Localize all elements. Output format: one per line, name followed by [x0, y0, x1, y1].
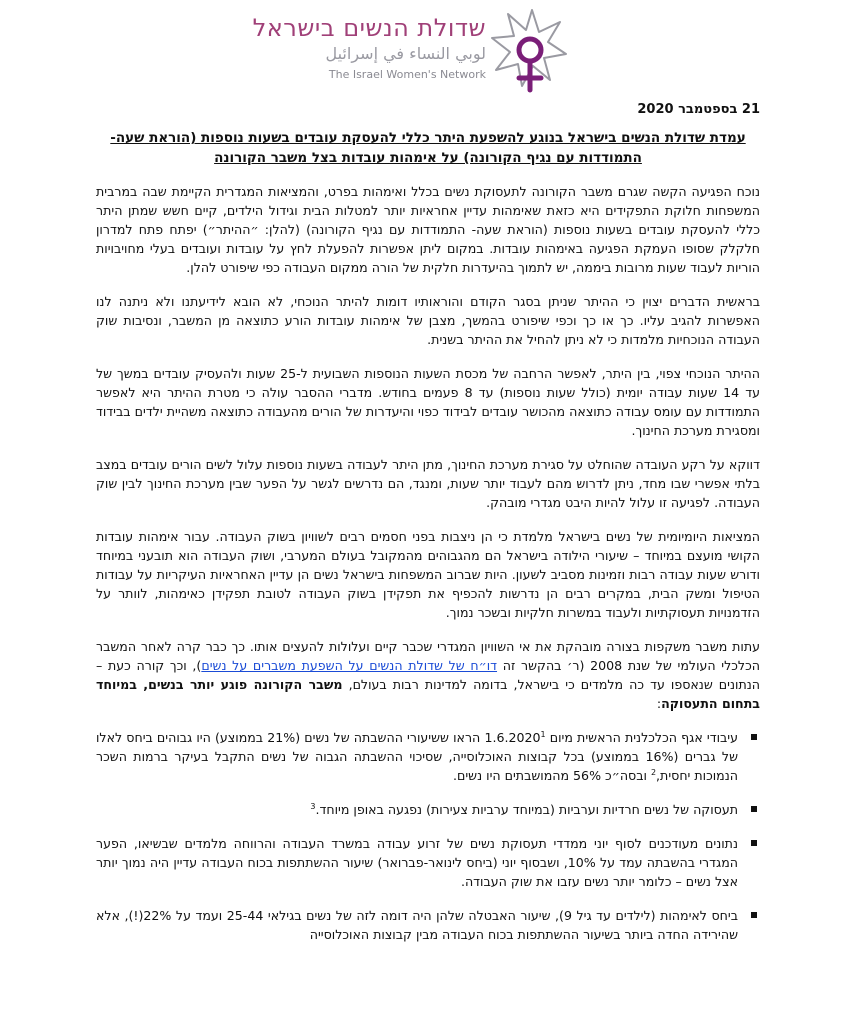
- org-name-hebrew: שדולת הנשים בישראל: [252, 14, 486, 42]
- footnote-ref[interactable]: 2: [650, 767, 657, 777]
- bullet-text: ביחס לאימהות (לילדים עד גיל 9), שיעור האבטלה שלהן היה דומה לזה של נשים בגילאי 25-44 ועמד על 22%(!), אלא שהירידה החדה ביותר בשיעור ההשתתפות בכוח העבודה מבין קבוצות האוכלוסייה: [96, 908, 738, 942]
- list-item: [96, 906, 760, 944]
- paragraph: דווקא על רקע העובדה שהוחלט על סגירת מערכת החינוך, מתן היתר לעבודה בשעות נוספות עלול לשים הורים עובדים במצב בלתי אפשרי שבו מחד, ניתן לדרוש מהם לעבוד יותר שעות, ומנגד, הם נדרשים לגשר על הפער שבין מערכת החינוך לבין שוק העבודה. לפגיעה זו עלול להיות היבט מגדרי מובהק.: [96, 457, 760, 510]
- crisis-emphasis: משבר הקורונה פוגע יותר בנשים, במיוחד בתחום התעסוקה: [96, 677, 760, 711]
- document-date: 21 בספטמבר 2020: [637, 102, 760, 117]
- org-name-arabic: لوبي النساء في إسرائيل: [325, 44, 486, 63]
- footnote-ref[interactable]: 3: [310, 801, 316, 811]
- paragraph: ההיתר הנוכחי צפוי, בין היתר, לאפשר הרחבה של מכסת השעות הנוספות השבועית ל-25 שעות ולהעסיק עובדים במשך של עד 14 שעות עבודה יומית (כולל שעות נוספות) עד 8 פעמים בחודש. מדברי ההסבר עולה כי מטרת ההיתר היא לאפשר התמודדות עם עומס עבודה כתוצאה מהכושר עובדים לבידוד כפוי והיעדרות של הורים מהעבודה כתוצאה משהיית ילדים בבידוד ומסגירת מערכת החינוך.: [96, 366, 760, 438]
- bullet-square-icon: [751, 734, 757, 740]
- crisis-text-after-link: ), וכך קורה כעת – הנתונים שנאספו עד כה מלמדים כי בישראל, בדומה למדינות רבות בעולם,: [96, 658, 760, 692]
- org-letterhead: [252, 8, 568, 96]
- bullet-text: תעסוקה של נשים חרדיות וערביות (במיוחד ערביות צעירות) נפגעה באופן מיוחד.: [315, 802, 738, 817]
- crisis-text-before-link: עתות משבר משקפות בצורה מובהקת את אי השוויון המגדרי שכבר קיים ועלולות להעצים אותו. כך כבר קרה לאחר המשבר הכלכלי העולמי של שנת 2008 (ר׳ בהקשר זה: [96, 639, 760, 673]
- findings-list: [96, 728, 760, 944]
- bullet-square-icon: [751, 806, 757, 812]
- crisis-paragraph: [96, 637, 760, 713]
- footnote-ref[interactable]: 1: [540, 729, 546, 739]
- list-item: [96, 728, 760, 785]
- bullet-text: הראו ששיעורי ההשבתה של נשים (21% בממוצע) היו גבוהים ביחס לאלו של גברים (16% בממוצע) בכל קבוצות האוכלוסייה, שסיכוי ההשבתה הגבוה של נשים התקבל בעיקר ברמות השכר הנמוכות יחסית,: [96, 730, 738, 783]
- bullet-text: ובסה״כ 56% מהמושבתים היו נשים.: [453, 768, 651, 783]
- paragraph: נוכח הפגיעה הקשה שגרם משבר הקורונה לתעסוקת נשים בכלל ואימהות בפרט, והמציאות המגדרית הקיימת שבה במרבית המשפחות חלוקת התפקידים היא כזאת שאימהות עדיין אחראיות יותר למטלות הבית וגידול הילדים, קיים חשש שמתן היתר כללי להעסקת עובדים בשעות נוספות (הוראת שעה- התמודדות עם נגיף הקורונה) (להלן: ״ההיתר״) יפתח פתח למדרון חלקלק שסופו העמקת הפגיעה באימהות עובדות. במקום ליתן אפשרות להפעלת לחץ על עובדות ועובדים בעלי מחויבויות הוריות לעבוד שעות מרובות ביממה, יש לתמוך בהיעדרות חלקית של הורה ממקום העבודה כפי שיפורט להלן.: [96, 184, 760, 275]
- paragraph: בראשית הדברים יצוין כי ההיתר שניתן בסגר הקודם והוראותיו דומות להיתר הנוכחי, לא הובא לידיעתנו ולא ניתנה לנו האפשרות להגיב עליו. כך או כך וכפי שיפורט בהמשך, מצבן של אימהות עובדות הורע כתוצאה מן המשבר, ונסיבות שוק העבודה הנוכחיות מלמדות כי לא ניתן להחיל את ההיתר בשנית.: [96, 294, 760, 347]
- org-name-english: The Israel Women's Network: [328, 68, 486, 81]
- bullet-square-icon: [751, 840, 757, 846]
- document-body: [96, 102, 760, 959]
- bullet-square-icon: [751, 912, 757, 918]
- paragraph: המציאות היומיומית של נשים בישראל מלמדת כי הן ניצבות בפני חסמים רבים לשוויון בשוק העבודה. עבור אימהות עובדות הקושי מועצם במיוחד – שיעורי הילודה בישראל הם מהגבוהים מהמקובל בעולם המערבי, ושוק העבודה הוא תובעני במיוחד ודורש שעות עבודה רבות וזמינות מסביב לשעון. היות שברוב המשפחות בישראל נשים הן עדיין האחראיות העיקריות על עבודות הטיפול ומשק הבית, במקרים רבים הן נדרשות להכפיף את תפקידן בשוק העבודה לטובת תפקידן כאימהות, לוותר על הזדמנויות תעסוקתיות ולעבוד במשרות חלקיות ובשכר נמוך.: [96, 529, 760, 620]
- document-title: עמדת שדולת הנשים בישראל בנוגע להשפעת היתר כללי להעסקת עובדים בשעות נוספות (הוראת שעה- התמודדות עם נגיף הקורונה) על אימהות עובדות בצל משבר הקורונה: [110, 130, 746, 166]
- bullet-text: עיבודי אגף הכלכלנית הראשית מיום 1.6.2020: [484, 730, 739, 745]
- bullet-text: נתונים מעודכנים לסוף יוני ממדדי תעסוקת נשים של זרוע עבודה במשרד העבודה והרווחה מלמדים שבשיאו, הפער המגדרי בהשבתה עמד על 10%, ושבסוף יוני (ביחס לינואר-פברואר) שיעור ההשתתפות בכוח העבודה עדיין היה נמוך יותר אצל נשים – כלומר יותר נשים עזבו את שוק העבודה.: [96, 836, 738, 889]
- crisis-ending: :: [656, 696, 662, 711]
- org-logo-icon: [486, 8, 568, 96]
- list-item: [96, 800, 760, 819]
- report-link[interactable]: דו״ח של שדולת הנשים על השפעת משברים על נשים: [201, 658, 498, 673]
- list-item: [96, 834, 760, 891]
